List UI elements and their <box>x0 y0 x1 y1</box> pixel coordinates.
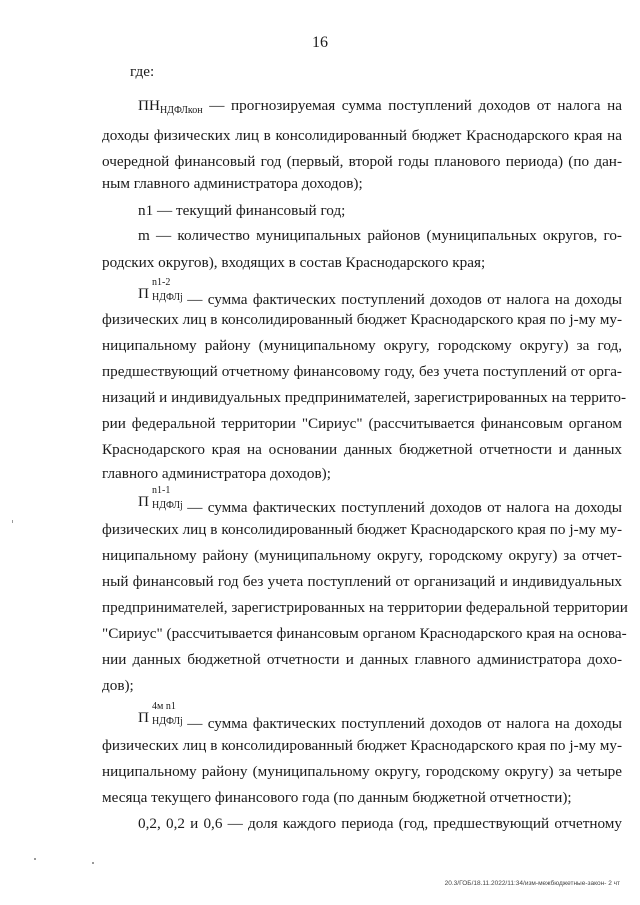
definition-p-n1-2-text: предшествующий отчетному финансовому году, без учета поступлений от орга- <box>102 363 622 380</box>
definition-p-n1-1-text: предпринимателей, зарегистрированных на территории федеральной территории <box>102 599 628 616</box>
definition-m: m — количество муниципальных районов (муниципальных округов, го- <box>138 227 622 244</box>
definition-p-n1-2-text: низаций и индивидуальных предпринимателей, зарегистрированных на террито- <box>102 389 627 406</box>
definition-pn-text: ным главного администратора доходов); <box>102 175 363 192</box>
definition-p-n1-1-text: "Сириус" (рассчитывается финансовым органом Краснодарского края на основа- <box>102 625 627 642</box>
definition-p-n1-2-text: Краснодарского края на основании данных бюджетной отчетности и данных <box>102 441 622 458</box>
definition-p-4m-n1-text: физических лиц в консолидированный бюджет Краснодарского края по j-му му- <box>102 737 622 754</box>
definition-p-n1-2-text: главного администратора доходов); <box>102 465 331 482</box>
definition-p-n1-1-line: П n1-1 НДФЛj — сумма фактических поступлений доходов от налога на доходы <box>138 485 623 516</box>
definition-p-n1-1-text: ниципальному району (муниципальному округу, городскому округу) за отчет- <box>102 547 622 564</box>
definition-p-n1-2-line: П n1-2 НДФЛj — сумма фактических поступлений доходов от налога на доходы <box>138 277 623 308</box>
scan-dot <box>92 862 94 864</box>
symbol-p-n1-1: П n1-1 НДФЛj <box>138 485 183 511</box>
definition-shares: 0,2, 0,2 и 0,6 — доля каждого периода (год, предшествующий отчетному <box>138 815 622 832</box>
symbol-p-4m-n1: П 4м n1 НДФЛj <box>138 701 183 727</box>
scan-dot <box>12 520 13 523</box>
definition-p-n1-2-text: рии федеральной территории "Сириус" (рассчитывается финансовым органом <box>102 415 622 432</box>
definition-pn-line: $ПН_{НДФЛкон}$ — прогнозируемая сумма поступлений доходов от налога на <box>138 97 622 116</box>
definition-pn-text: доходы физических лиц в консолидированный бюджет Краснодарского края на <box>102 127 622 144</box>
definition-p-4m-n1-text: ниципальному району (муниципальному округу, городскому округу) за четыре <box>102 763 622 780</box>
symbol-pn: $ПН_{НДФЛкон}$ <box>138 97 203 116</box>
page-number: 16 <box>312 34 328 51</box>
definition-p-n1-2-text: ниципальному району (муниципальному округу, городскому округу) за год, <box>102 337 622 354</box>
definition-n1: n1 — текущий финансовый год; <box>138 202 346 219</box>
footer-file-info: 20.3/ГОБ/18.11.2022/11:34/изм-межбюджетные-закон- 2 чт <box>444 880 620 887</box>
definition-p-n1-1-text: ный финансовый год без учета поступлений от организаций и индивидуальных <box>102 573 622 590</box>
intro-text: где: <box>130 63 155 80</box>
definition-p-n1-2-text: физических лиц в консолидированный бюджет Краснодарского края по j-му му- <box>102 311 622 328</box>
definition-p-n1-1-text: дов); <box>102 677 134 694</box>
definition-pn-text: очередной финансовый год (первый, второй годы планового периода) (по дан- <box>102 153 622 170</box>
definition-p-n1-1-text: физических лиц в консолидированный бюджет Краснодарского края по j-му му- <box>102 521 622 538</box>
definition-m: родских округов), входящих в состав Краснодарского края; <box>102 254 486 271</box>
symbol-p-n1-2: П n1-2 НДФЛj <box>138 277 183 303</box>
definition-p-n1-1-text: нии данных бюджетной отчетности и данных главного администратора дохо- <box>102 651 622 668</box>
scan-dot <box>34 858 36 860</box>
definition-p-4m-n1-line: П 4м n1 НДФЛj — сумма фактических поступлений доходов от налога на доходы <box>138 701 623 732</box>
definition-p-4m-n1-text: месяца текущего финансового года (по данным бюджетной отчетности); <box>102 789 572 806</box>
